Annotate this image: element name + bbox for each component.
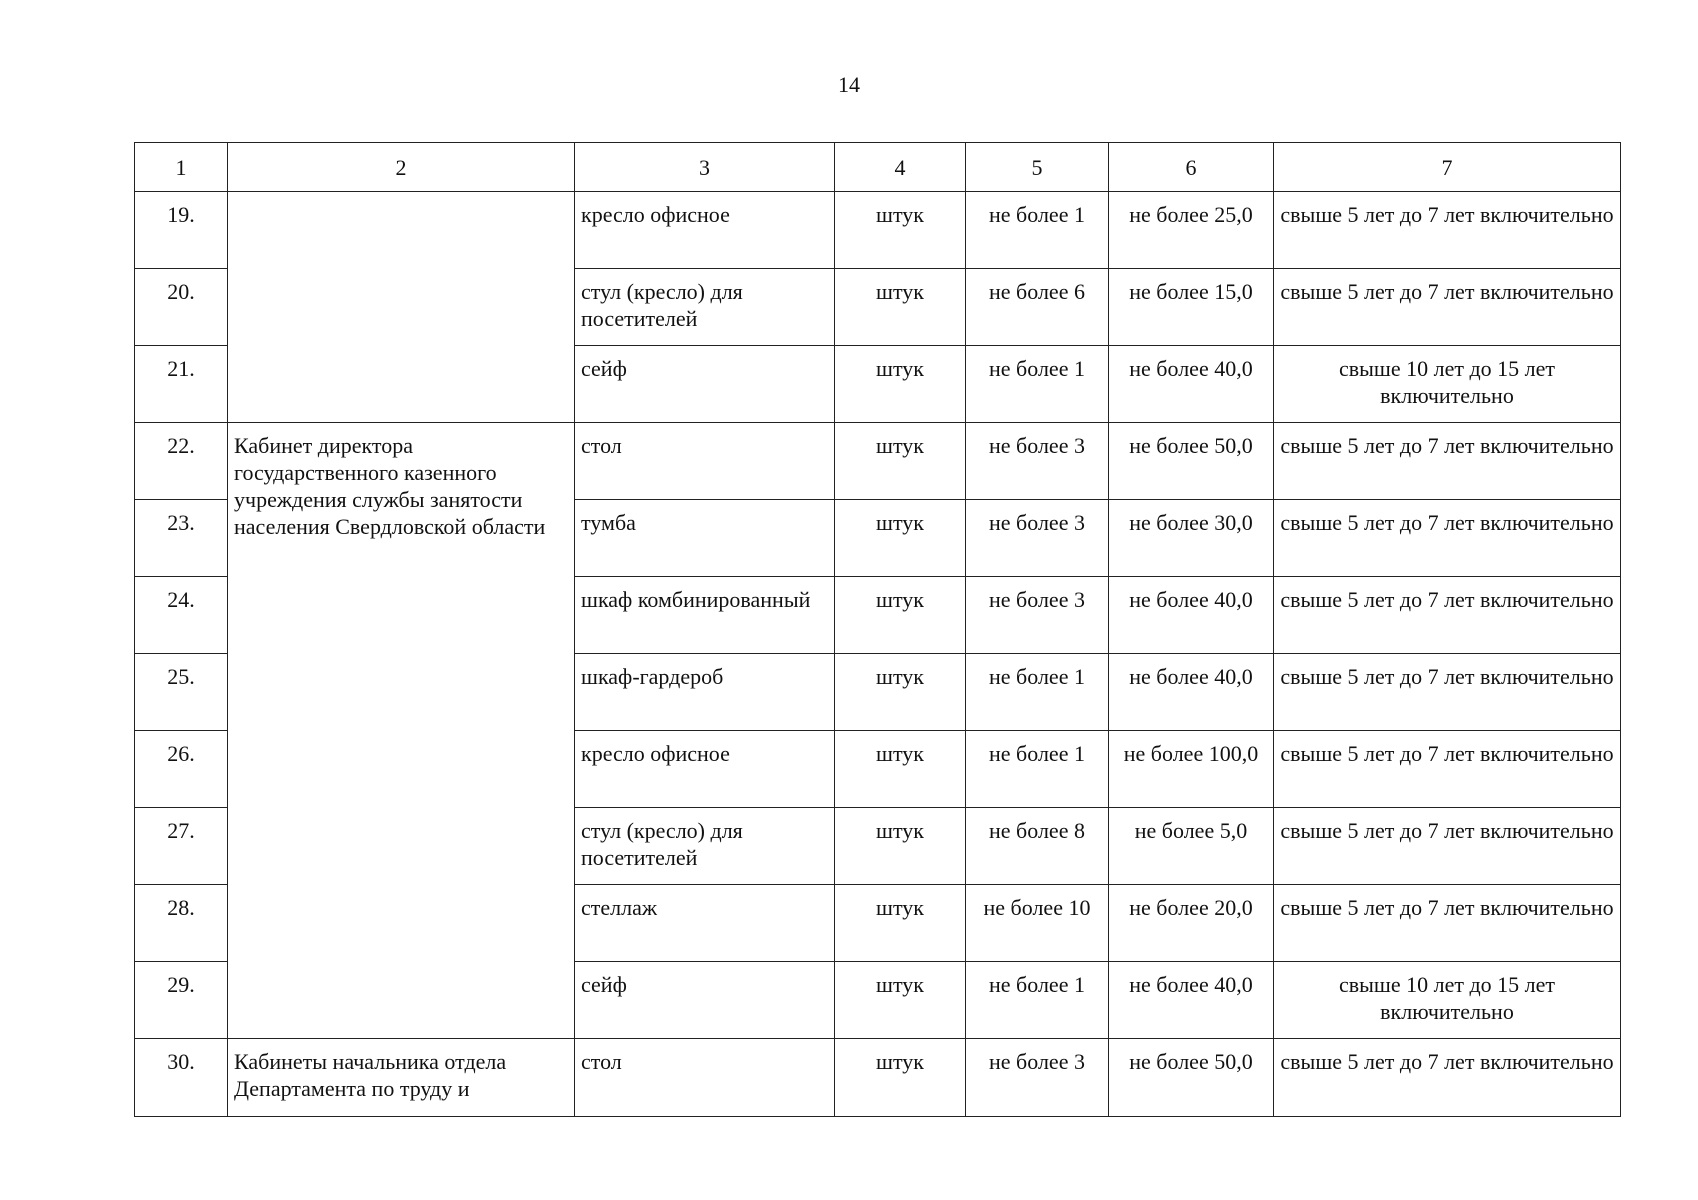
unit: штук	[835, 423, 966, 500]
row-number: 29.	[135, 962, 228, 1039]
item-name: стеллаж	[575, 885, 835, 962]
unit: штук	[835, 269, 966, 346]
quantity: не более 3	[966, 1039, 1109, 1117]
row-number: 23.	[135, 500, 228, 577]
room-cell: Кабинеты начальника отдела Департамента по труду и	[228, 1039, 575, 1117]
service-term: свыше 5 лет до 7 лет включительно	[1274, 192, 1621, 269]
unit: штук	[835, 654, 966, 731]
price: не более 40,0	[1109, 346, 1274, 423]
item-name: сейф	[575, 346, 835, 423]
row-number: 20.	[135, 269, 228, 346]
quantity: не более 8	[966, 808, 1109, 885]
header-cell: 7	[1274, 143, 1621, 192]
service-term: свыше 5 лет до 7 лет включительно	[1274, 423, 1621, 500]
equipment-norms-table	[134, 142, 1621, 1117]
quantity: не более 3	[966, 500, 1109, 577]
unit: штук	[835, 808, 966, 885]
price: не более 40,0	[1109, 577, 1274, 654]
price: не более 100,0	[1109, 731, 1274, 808]
room-cell	[228, 192, 575, 423]
price: не более 40,0	[1109, 654, 1274, 731]
quantity: не более 1	[966, 962, 1109, 1039]
unit: штук	[835, 192, 966, 269]
price: не более 50,0	[1109, 423, 1274, 500]
header-cell: 4	[835, 143, 966, 192]
room-cell: Кабинет директора государственного казенного учреждения службы занятости населения Свердловской области	[228, 423, 575, 1039]
row-number: 21.	[135, 346, 228, 423]
table-header-row	[135, 143, 1621, 192]
item-name: стул (кресло) для посетителей	[575, 269, 835, 346]
price: не более 40,0	[1109, 962, 1274, 1039]
service-term: свыше 5 лет до 7 лет включительно	[1274, 500, 1621, 577]
row-number: 27.	[135, 808, 228, 885]
price: не более 20,0	[1109, 885, 1274, 962]
row-number: 22.	[135, 423, 228, 500]
unit: штук	[835, 346, 966, 423]
item-name: стол	[575, 1039, 835, 1117]
item-name: кресло офисное	[575, 731, 835, 808]
header-cell: 5	[966, 143, 1109, 192]
service-term: свыше 5 лет до 7 лет включительно	[1274, 269, 1621, 346]
row-number: 28.	[135, 885, 228, 962]
item-name: стул (кресло) для посетителей	[575, 808, 835, 885]
row-number: 24.	[135, 577, 228, 654]
service-term: свыше 5 лет до 7 лет включительно	[1274, 654, 1621, 731]
table-row	[135, 423, 1621, 500]
item-name: шкаф комбинированный	[575, 577, 835, 654]
service-term: свыше 5 лет до 7 лет включительно	[1274, 808, 1621, 885]
item-name: сейф	[575, 962, 835, 1039]
quantity: не более 1	[966, 346, 1109, 423]
row-number: 19.	[135, 192, 228, 269]
unit: штук	[835, 962, 966, 1039]
quantity: не более 1	[966, 192, 1109, 269]
quantity: не более 1	[966, 731, 1109, 808]
unit: штук	[835, 577, 966, 654]
price: не более 50,0	[1109, 1039, 1274, 1117]
item-name: стол	[575, 423, 835, 500]
page-number: 14	[838, 72, 860, 97]
unit: штук	[835, 500, 966, 577]
service-term: свыше 10 лет до 15 лет включительно	[1274, 962, 1621, 1039]
item-name: шкаф-гардероб	[575, 654, 835, 731]
price: не более 25,0	[1109, 192, 1274, 269]
quantity: не более 3	[966, 423, 1109, 500]
service-term: свыше 5 лет до 7 лет включительно	[1274, 731, 1621, 808]
quantity: не более 3	[966, 577, 1109, 654]
price: не более 5,0	[1109, 808, 1274, 885]
service-term: свыше 5 лет до 7 лет включительно	[1274, 577, 1621, 654]
service-term: свыше 5 лет до 7 лет включительно	[1274, 1039, 1621, 1117]
quantity: не более 6	[966, 269, 1109, 346]
service-term: свыше 10 лет до 15 лет включительно	[1274, 346, 1621, 423]
header-cell: 3	[575, 143, 835, 192]
header-cell: 1	[135, 143, 228, 192]
header-cell: 6	[1109, 143, 1274, 192]
row-number: 30.	[135, 1039, 228, 1117]
row-number: 25.	[135, 654, 228, 731]
item-name: кресло офисное	[575, 192, 835, 269]
unit: штук	[835, 885, 966, 962]
quantity: не более 1	[966, 654, 1109, 731]
price: не более 15,0	[1109, 269, 1274, 346]
unit: штук	[835, 1039, 966, 1117]
table-row	[135, 1039, 1621, 1117]
row-number: 26.	[135, 731, 228, 808]
quantity: не более 10	[966, 885, 1109, 962]
table-row	[135, 192, 1621, 269]
price: не более 30,0	[1109, 500, 1274, 577]
unit: штук	[835, 731, 966, 808]
header-cell: 2	[228, 143, 575, 192]
service-term: свыше 5 лет до 7 лет включительно	[1274, 885, 1621, 962]
item-name: тумба	[575, 500, 835, 577]
